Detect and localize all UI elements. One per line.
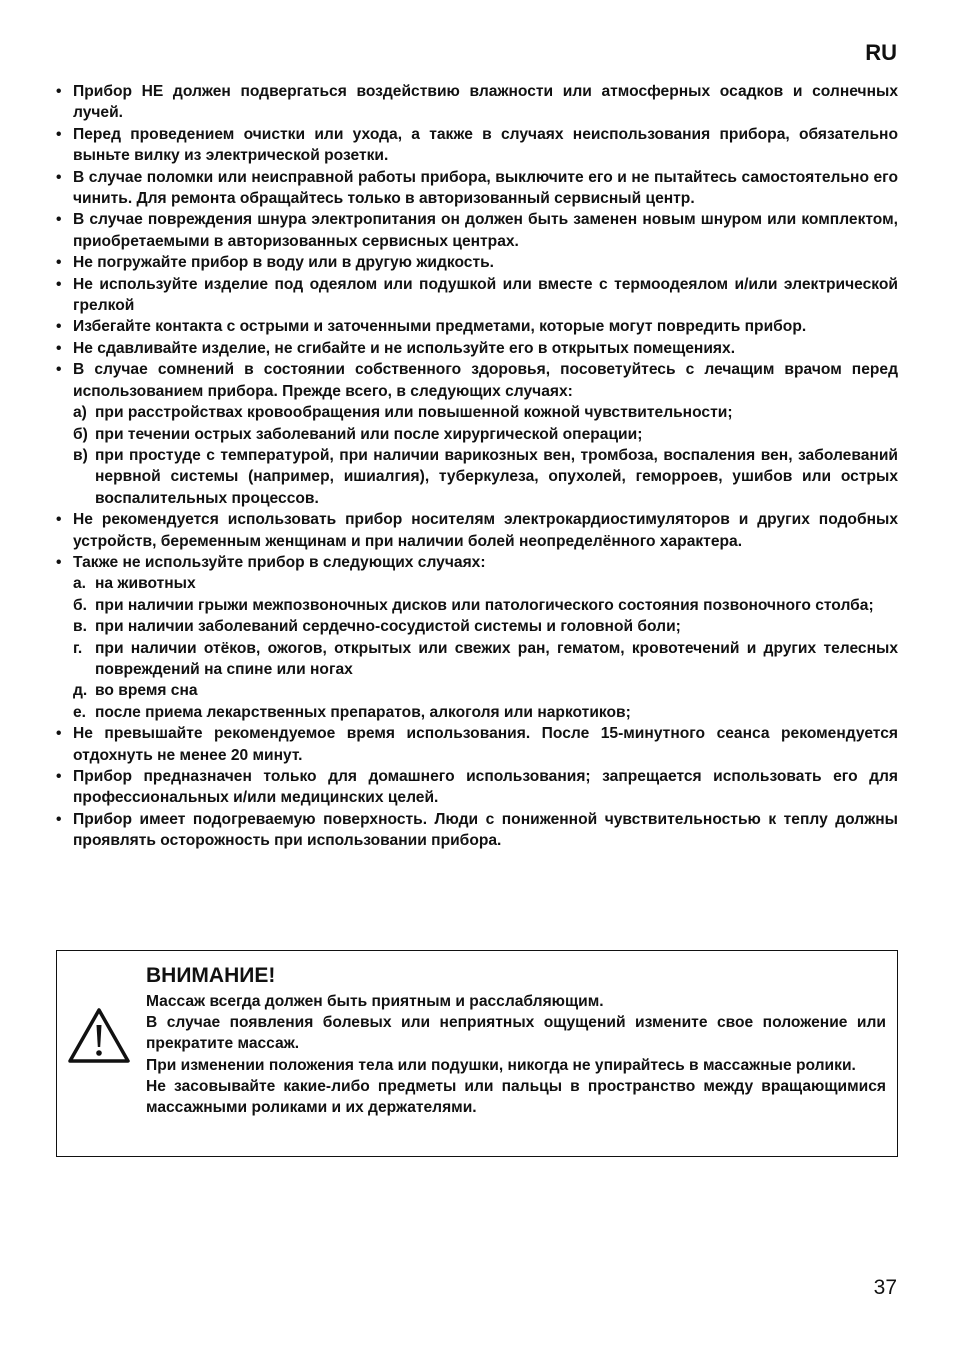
sub-item-label: д.: [73, 682, 88, 700]
warning-text: [146, 963, 886, 1118]
bullet-item: • Избегайте контакта с острыми и заточенными предметами, которые могут повредить прибор.: [56, 316, 898, 337]
sub-item-label: в): [73, 446, 88, 464]
sub-item-label: г.: [73, 639, 83, 657]
sub-item-text: при наличии грыжи межпозвоночных дисков или патологического состояния позвоночного столба;: [95, 596, 874, 614]
bullet-item: • В случае повреждения шнура электропитания он должен быть заменен новым шнуром или комплектом, приобретаемыми в авторизованных сервисных центрах.: [56, 209, 898, 252]
bullet-item: • Не рекомендуется использовать прибор носителям электрокардиостимуляторов и других подобных устройств, беременным женщинам и при наличии болей неопределённого характера.: [56, 509, 898, 552]
sub-item: [56, 680, 898, 701]
sub-item-label: е.: [73, 703, 87, 721]
sub-item-text: при наличии отёков, ожогов, открытых или свежих ран, гематом, кровотечений и других телесных повреждений на спине или ногах: [95, 639, 898, 678]
bullet-item: • Не сдавливайте изделие, не сгибайте и не используйте его в открытых помещениях.: [56, 338, 898, 359]
bullet-item: • Прибор НЕ должен подвергаться воздействию влажности или атмосферных осадков и солнечных лучей.: [56, 81, 898, 124]
sub-item-label: в.: [73, 618, 87, 636]
safety-instructions-list: [56, 81, 898, 852]
warning-line: Массаж всегда должен быть приятным и расслабляющим.: [146, 993, 604, 1010]
warning-title: ВНИМАНИЕ!: [146, 964, 276, 987]
sub-item-label: б.: [73, 596, 87, 614]
bullet-item: • Не используйте изделие под одеялом или подушкой или вместе с термоодеялом и/или электрической грелкой: [56, 274, 898, 317]
sub-item: [56, 595, 898, 616]
bullet-item: • В случае сомнений в состоянии собственного здоровья, посоветуйтесь с лечащим врачом перед использованием прибора. Прежде всего, в следующих случаях:: [56, 359, 898, 402]
sub-item: [56, 402, 898, 423]
warning-box: [56, 950, 898, 1157]
sub-item: [56, 702, 898, 723]
sub-item-text: при расстройствах кровообращения или повышенной кожной чувствительности;: [95, 404, 733, 422]
bullet-item: • Не превышайте рекомендуемое время использования. После 15-минутного сеанса рекомендуется отдохнуть не менее 20 минут.: [56, 723, 898, 766]
bullet-item: • Перед проведением очистки или ухода, а также в случаях неиспользования прибора, обязательно выньте вилку из электрической розетки.: [56, 124, 898, 167]
sub-item-text: при простуде с температурой, при наличии варикозных вен, тромбоза, воспаления вен, заболеваний нервной системы (например, ишиалгия), туберкулеза, опухолей, геморроев, ушибов или острых воспалительных процессов.: [95, 446, 898, 507]
page-number: 37: [873, 1276, 897, 1299]
sub-item-text: при наличии заболеваний сердечно-сосудистой системы и головной боли;: [95, 618, 681, 636]
bullet-item: • Прибор имеет подогреваемую поверхность. Люди с пониженной чувствительностью к теплу должны проявлять осторожность при использовании прибора.: [56, 809, 898, 852]
sub-item: [56, 445, 898, 509]
sub-item-label: а): [73, 404, 87, 422]
bullet-item: • В случае поломки или неисправной работы прибора, выключите его и не пытайтесь самостоятельно его чинить. Для ремонта обращайтесь только в авторизованный сервисный центр.: [56, 167, 898, 210]
bullet-item: • Также не используйте прибор в следующих случаях:: [56, 552, 898, 573]
sub-item: [56, 424, 898, 445]
warning-line: Не засовывайте какие-либо предметы или пальцы в пространство между вращающимися массажными роликами и их держателями.: [146, 1077, 886, 1117]
bullet-item: • Не погружайте прибор в воду или в другую жидкость.: [56, 252, 898, 273]
sub-item: [56, 638, 898, 681]
warning-triangle-icon: [67, 1007, 131, 1065]
sub-item-text: на животных: [95, 575, 196, 593]
sub-item-text: во время сна: [95, 682, 198, 700]
sub-item-text: при течении острых заболеваний или после хирургической операции;: [95, 425, 643, 443]
warning-line: В случае появления болевых или неприятных ощущений измените свое положение или прекратите массаж.: [146, 1014, 886, 1053]
warning-line: При изменении положения тела или подушки, никогда не упирайтесь в массажные ролики.: [146, 1056, 856, 1074]
sub-item-text: после приема лекарственных препаратов, алкоголя или наркотиков;: [95, 703, 631, 721]
bullet-item: • Прибор предназначен только для домашнего использования; запрещается использовать его для профессиональных и/или медицинских целей.: [56, 766, 898, 809]
sub-item-label: a.: [73, 575, 87, 593]
sub-item: [56, 573, 898, 594]
sub-item: [56, 616, 898, 637]
language-code: RU: [865, 40, 897, 65]
sub-item-label: б): [73, 425, 88, 443]
